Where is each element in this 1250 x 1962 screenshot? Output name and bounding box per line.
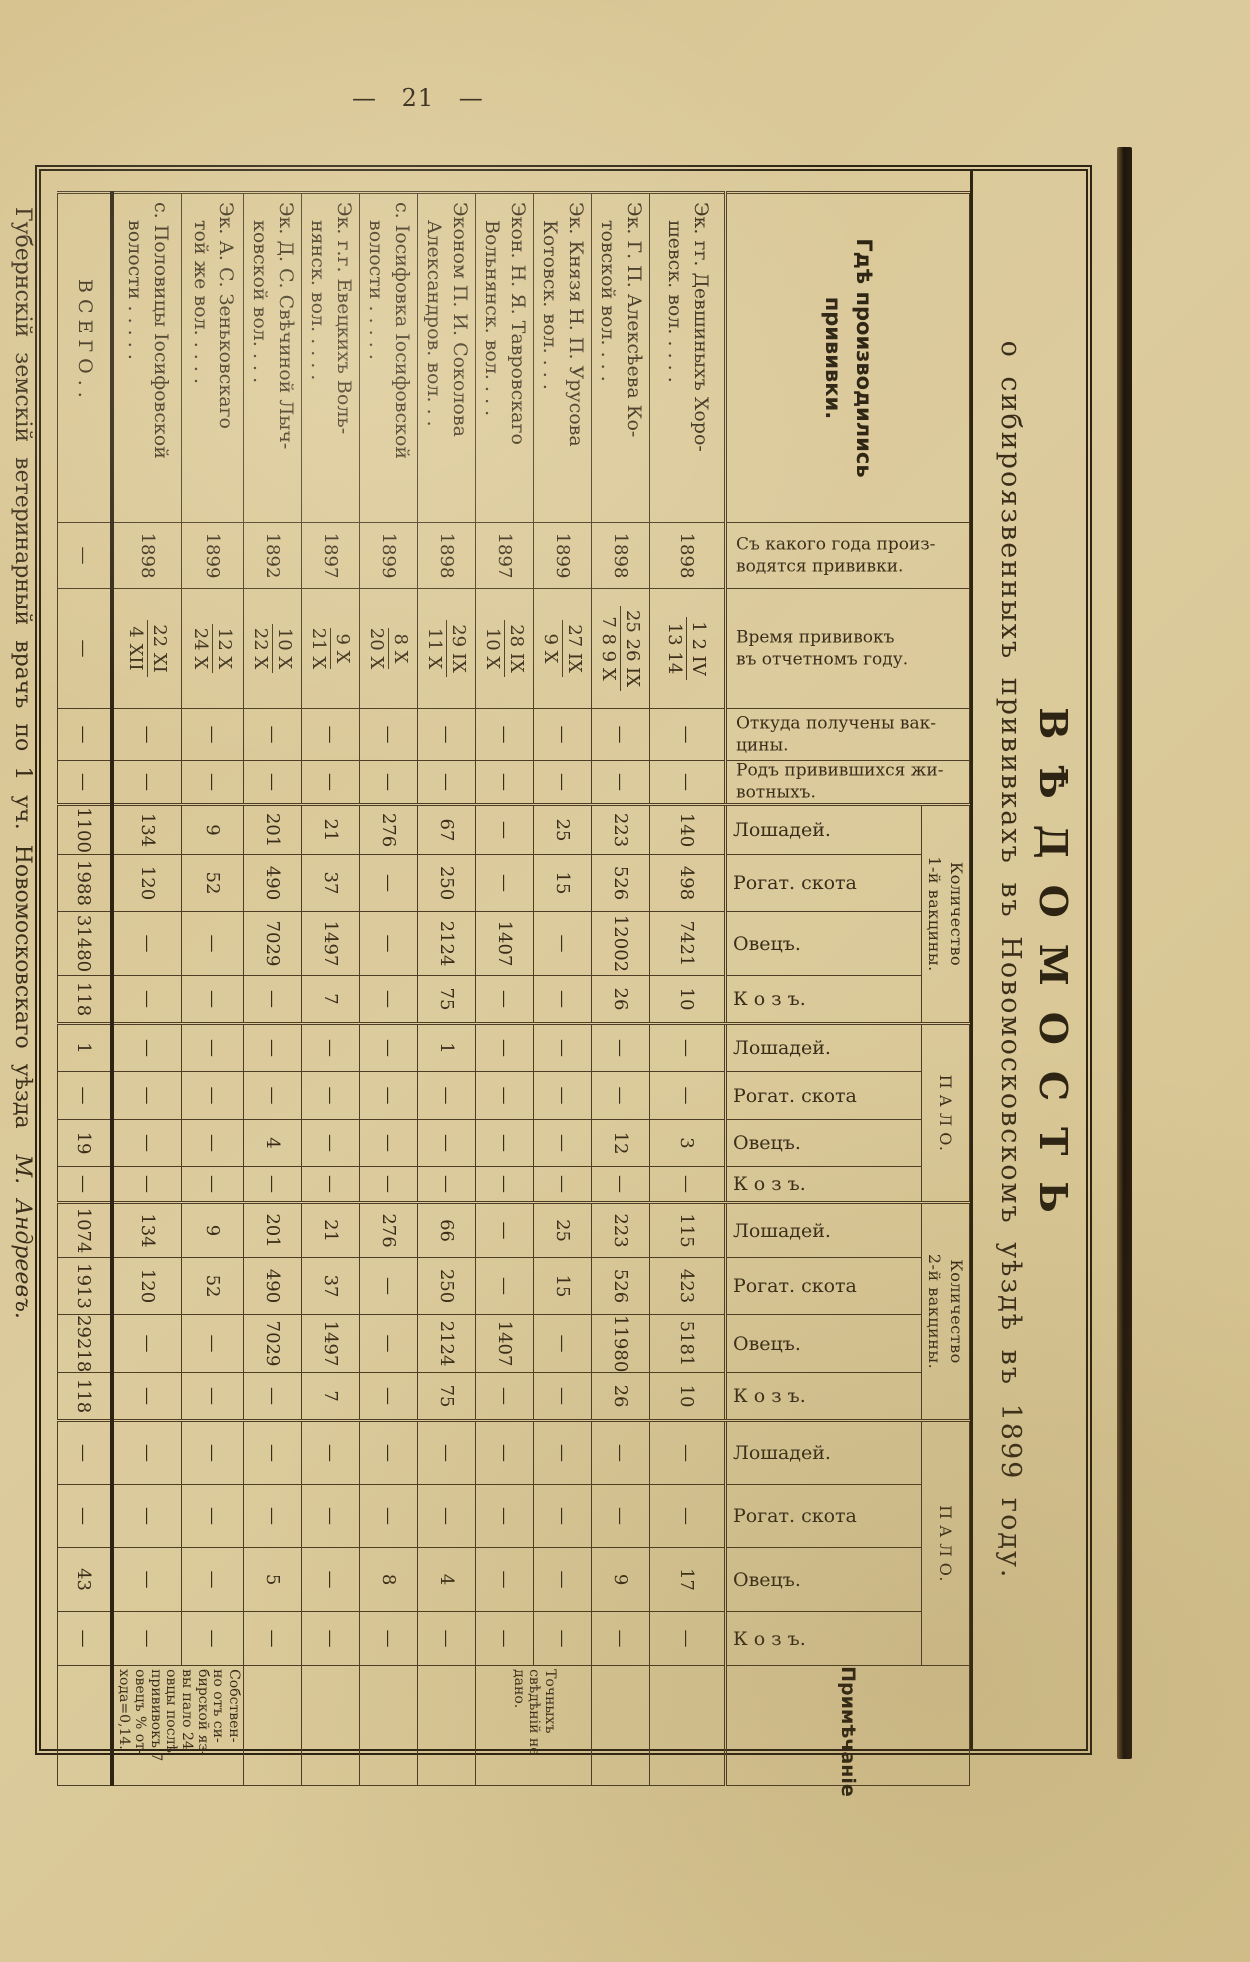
cell-value-g3: 250: [418, 1258, 476, 1315]
cell-value-g3: 15: [534, 1258, 592, 1315]
cell-value-g1: 10: [650, 976, 726, 1024]
cell-value-g2: —: [418, 1072, 476, 1120]
cell-place-total: В С Е Г О . .: [58, 193, 112, 523]
cell-value-g2: —: [534, 1072, 592, 1120]
cell-value-g2: —: [476, 1024, 534, 1072]
cell-value-g1: 52: [182, 855, 244, 912]
cell-place: Эк. Князя Н. П. Урусова Котовск. вол. . . .: [534, 193, 592, 523]
cell-value-g3: —: [476, 1203, 534, 1258]
cell-value-g4: —: [112, 1421, 182, 1485]
cell-year: 1892: [244, 523, 302, 589]
cell-value-g3: 9: [182, 1203, 244, 1258]
header-row-groups: [922, 193, 970, 1786]
cell-value-g3: —: [112, 1373, 182, 1421]
cell-kind: —: [360, 761, 418, 805]
cell-value-g3: —: [182, 1315, 244, 1373]
cell-value-g3: 120: [112, 1258, 182, 1315]
group-header-1: П А Л О.: [922, 1024, 970, 1203]
col-header-animal-11: К о з ъ.: [726, 1373, 922, 1421]
cell-place: Эк. гг. Девшиныхъ Хоро- шевск. вол. . . . .: [650, 193, 726, 523]
cell-value-g3: 26: [592, 1373, 650, 1421]
cell-value-g4: —: [302, 1421, 360, 1485]
cell-value-g4: —: [58, 1485, 112, 1548]
col-header-animal-15: К о з ъ.: [726, 1612, 922, 1666]
cell-place: Эк. А. С. Зеньковскаго той же вол. . . . .: [182, 193, 244, 523]
cell-value-g1: 7421: [650, 912, 726, 976]
cell-time: 25 26 IX 7 8 9 X: [592, 589, 650, 709]
cell-value-g2: —: [650, 1072, 726, 1120]
cell-kind: —: [418, 761, 476, 805]
cell-value-g4: —: [592, 1485, 650, 1548]
cell-value-g2: —: [302, 1120, 360, 1167]
cell-value-g4: —: [58, 1612, 112, 1666]
cell-value-g2: —: [360, 1120, 418, 1167]
cell-origin: —: [302, 709, 360, 761]
cell-value-g3: 118: [58, 1373, 112, 1421]
cell-year: —: [58, 523, 112, 589]
cell-value-g3: —: [360, 1315, 418, 1373]
cell-value-g4: —: [418, 1612, 476, 1666]
cell-value-g4: —: [650, 1612, 726, 1666]
col-header-year: Съ какого года произ- водятся прививки.: [726, 523, 970, 589]
table-row: [112, 193, 182, 1786]
cell-value-g2: —: [112, 1024, 182, 1072]
cell-time: 12 X 24 X: [182, 589, 244, 709]
cell-value-g4: 5: [244, 1548, 302, 1612]
cell-time: 9 X 21 X: [302, 589, 360, 709]
cell-note: [244, 1666, 302, 1786]
table-row: [476, 193, 534, 1786]
cell-value-g3: —: [112, 1315, 182, 1373]
rotated-sheet: [10, 165, 1135, 1797]
cell-value-g3: 7029: [244, 1315, 302, 1373]
cell-year: 1899: [182, 523, 244, 589]
cell-value-g4: —: [534, 1485, 592, 1548]
cell-value-g1: 67: [418, 805, 476, 855]
col-header-origin: Откуда получены вак- цины.: [726, 709, 970, 761]
cell-value-g2: —: [592, 1024, 650, 1072]
cell-value-g3: 201: [244, 1203, 302, 1258]
cell-note: [360, 1666, 418, 1786]
cell-value-g1: 223: [592, 805, 650, 855]
cell-kind: —: [476, 761, 534, 805]
cell-value-g4: 4: [418, 1548, 476, 1612]
cell-value-g3: 1407: [476, 1315, 534, 1373]
cell-value-g1: 134: [112, 805, 182, 855]
cell-kind: —: [58, 761, 112, 805]
cell-value-g2: —: [418, 1120, 476, 1167]
cell-value-g3: 276: [360, 1203, 418, 1258]
cell-value-g3: 5181: [650, 1315, 726, 1373]
cell-value-g2: —: [182, 1120, 244, 1167]
table-frame: [35, 165, 1092, 1797]
cell-value-g1: —: [360, 912, 418, 976]
cell-value-g3: —: [476, 1373, 534, 1421]
table-row: [182, 193, 244, 1786]
cell-note: [650, 1666, 726, 1786]
cell-value-g4: —: [418, 1421, 476, 1485]
cell-value-g2: —: [650, 1167, 726, 1203]
cell-value-g1: 25: [534, 805, 592, 855]
cell-value-g2: —: [360, 1072, 418, 1120]
cell-value-g4: —: [418, 1485, 476, 1548]
cell-note: Точныхъ свѣдѣній не дано.: [476, 1666, 592, 1786]
cell-value-g3: 423: [650, 1258, 726, 1315]
cell-value-g1: —: [112, 912, 182, 976]
cell-value-g2: 12: [592, 1120, 650, 1167]
cell-value-g1: —: [534, 976, 592, 1024]
cell-value-g4: —: [476, 1548, 534, 1612]
cell-time: 8 X 20 X: [360, 589, 418, 709]
cell-value-g4: —: [182, 1421, 244, 1485]
cell-value-g2: —: [182, 1072, 244, 1120]
cell-value-g3: —: [360, 1373, 418, 1421]
cell-value-g2: —: [592, 1167, 650, 1203]
col-header-place: Гдѣ производились прививки.: [726, 193, 970, 523]
cell-value-g1: 1497: [302, 912, 360, 976]
cell-value-g2: —: [650, 1024, 726, 1072]
cell-time: 29 IX 11 X: [418, 589, 476, 709]
cell-value-g3: 1074: [58, 1203, 112, 1258]
table-row: [58, 193, 112, 1786]
cell-value-g1: 7029: [244, 912, 302, 976]
cell-value-g3: —: [476, 1258, 534, 1315]
cell-value-g1: —: [476, 855, 534, 912]
cell-value-g3: 21: [302, 1203, 360, 1258]
col-header-animal-7: К о з ъ.: [726, 1167, 922, 1203]
cell-value-g1: 31480: [58, 912, 112, 976]
cell-value-g3: 75: [418, 1373, 476, 1421]
cell-value-g1: —: [112, 976, 182, 1024]
cell-value-g1: 75: [418, 976, 476, 1024]
cell-value-g2: —: [592, 1072, 650, 1120]
cell-kind: —: [182, 761, 244, 805]
cell-note: [58, 1666, 112, 1786]
cell-value-g4: 9: [592, 1548, 650, 1612]
cell-value-g3: 490: [244, 1258, 302, 1315]
cell-value-g4: —: [360, 1421, 418, 1485]
cell-value-g2: —: [302, 1024, 360, 1072]
cell-value-g2: —: [244, 1024, 302, 1072]
col-header-animal-0: Лошадей.: [726, 805, 922, 855]
signature-text: Губернскій земскій ветеринарный врачъ по 1 уч. Новомосковскаго уѣзда: [10, 207, 35, 1129]
cell-value-g2: —: [58, 1167, 112, 1203]
cell-value-g1: 1100: [58, 805, 112, 855]
cell-value-g1: 490: [244, 855, 302, 912]
cell-value-g3: —: [534, 1315, 592, 1373]
cell-kind: —: [592, 761, 650, 805]
cell-origin: —: [58, 709, 112, 761]
cell-value-g4: —: [360, 1485, 418, 1548]
group-header-3: П А Л О.: [922, 1421, 970, 1666]
cell-year: 1898: [650, 523, 726, 589]
cell-value-g4: —: [112, 1612, 182, 1666]
cell-kind: —: [244, 761, 302, 805]
col-header-animal-4: Лошадей.: [726, 1024, 922, 1072]
cell-value-g4: —: [112, 1485, 182, 1548]
cell-value-g4: —: [182, 1612, 244, 1666]
cell-origin: —: [650, 709, 726, 761]
cell-origin: —: [112, 709, 182, 761]
table-row: [650, 193, 726, 1786]
table-row: [360, 193, 418, 1786]
col-header-animal-6: Овецъ.: [726, 1120, 922, 1167]
cell-value-g2: —: [112, 1072, 182, 1120]
cell-value-g2: 1: [58, 1024, 112, 1072]
signature-line: [10, 207, 35, 1319]
cell-value-g2: —: [112, 1120, 182, 1167]
col-header-animal-1: Рогат. скота: [726, 855, 922, 912]
cell-value-g4: —: [476, 1485, 534, 1548]
cell-year: 1899: [360, 523, 418, 589]
cell-value-g4: —: [112, 1548, 182, 1612]
cell-value-g1: 15: [534, 855, 592, 912]
cell-year: 1897: [302, 523, 360, 589]
cell-time: —: [58, 589, 112, 709]
col-header-animal-14: Овецъ.: [726, 1548, 922, 1612]
cell-value-g4: —: [476, 1421, 534, 1485]
cell-value-g4: —: [534, 1421, 592, 1485]
table-wrap: [57, 171, 970, 1797]
cell-value-g4: —: [58, 1421, 112, 1485]
cell-origin: —: [182, 709, 244, 761]
cell-kind: —: [650, 761, 726, 805]
table-row: [592, 193, 650, 1786]
cell-value-g2: —: [360, 1167, 418, 1203]
cell-value-g4: —: [592, 1421, 650, 1485]
cell-value-g4: —: [302, 1612, 360, 1666]
cell-value-g4: —: [302, 1548, 360, 1612]
cell-origin: —: [360, 709, 418, 761]
cell-value-g4: 8: [360, 1548, 418, 1612]
cell-year: 1899: [534, 523, 592, 589]
cell-value-g1: —: [476, 805, 534, 855]
cell-value-g1: 250: [418, 855, 476, 912]
col-header-animal-8: Лошадей.: [726, 1203, 922, 1258]
cell-value-g4: —: [650, 1485, 726, 1548]
cell-value-g4: —: [592, 1612, 650, 1666]
cell-value-g4: —: [534, 1612, 592, 1666]
cell-origin: —: [476, 709, 534, 761]
cell-kind: —: [112, 761, 182, 805]
table-row: [534, 193, 592, 1786]
cell-origin: —: [244, 709, 302, 761]
cell-value-g1: 26: [592, 976, 650, 1024]
cell-note: [302, 1666, 360, 1786]
cell-value-g4: —: [476, 1612, 534, 1666]
cell-value-g3: 526: [592, 1258, 650, 1315]
cell-value-g1: —: [182, 912, 244, 976]
cell-value-g4: —: [182, 1548, 244, 1612]
cell-value-g3: —: [182, 1373, 244, 1421]
table-row: [302, 193, 360, 1786]
col-header-animal-5: Рогат. скота: [726, 1072, 922, 1120]
col-header-animal-2: Овецъ.: [726, 912, 922, 976]
cell-time: 10 X 22 X: [244, 589, 302, 709]
cell-value-g2: 3: [650, 1120, 726, 1167]
col-header-animal-12: Лошадей.: [726, 1421, 922, 1485]
cell-value-g1: 1407: [476, 912, 534, 976]
cell-value-g4: —: [302, 1485, 360, 1548]
cell-value-g2: —: [182, 1167, 244, 1203]
cell-time: 22 XI 4 XII: [112, 589, 182, 709]
cell-note: [418, 1666, 476, 1786]
col-header-time: Время прививокъ въ отчетномъ году.: [726, 589, 970, 709]
cell-origin: —: [534, 709, 592, 761]
cell-value-g2: —: [534, 1120, 592, 1167]
cell-value-g1: —: [360, 855, 418, 912]
cell-value-g3: 29218: [58, 1315, 112, 1373]
document-subtitle: о сибироязвенныхъ прививкахъ въ Новомосковскомъ уѣздѣ въ 1899 году.: [995, 340, 1026, 1580]
cell-time: 28 IX 10 X: [476, 589, 534, 709]
cell-year: 1898: [418, 523, 476, 589]
cell-note: Собствен- но отъ си- бирской яз- вы пало 24 овцы послѣ прививокъ 7 овецъ % от- хода=0,14.: [112, 1666, 244, 1786]
cell-place: Эк. Д. С. Свѣчиной Лыч- ковской вол. . . .: [244, 193, 302, 523]
cell-value-g2: —: [244, 1072, 302, 1120]
cell-value-g1: 118: [58, 976, 112, 1024]
cell-value-g2: —: [58, 1072, 112, 1120]
cell-value-g3: 7: [302, 1373, 360, 1421]
cell-value-g1: 12002: [592, 912, 650, 976]
col-header-animal-13: Рогат. скота: [726, 1485, 922, 1548]
cell-kind: —: [534, 761, 592, 805]
cell-place: с. Іосифовка Іосифовской волости . . . . .: [360, 193, 418, 523]
cell-time: 27 IX 9 X: [534, 589, 592, 709]
cell-place: Экон. Н. Я. Тавровскаго Вольнянск. вол. . . .: [476, 193, 534, 523]
document-title: ВѢДОМОСТЬ: [1031, 707, 1076, 1239]
group-header-0: Количество 1-й вакцины.: [922, 805, 970, 1024]
cell-value-g1: 120: [112, 855, 182, 912]
cell-value-g3: 37: [302, 1258, 360, 1315]
cell-value-g2: —: [244, 1167, 302, 1203]
cell-time: 1 2 IV 13 14: [650, 589, 726, 709]
cell-note: [592, 1666, 650, 1786]
cell-value-g4: —: [360, 1612, 418, 1666]
cell-value-g2: —: [534, 1024, 592, 1072]
cell-value-g1: 37: [302, 855, 360, 912]
cell-year: 1898: [592, 523, 650, 589]
col-header-kind: Родъ привившихся жи- вотныхъ.: [726, 761, 970, 805]
cell-place: Эк. г.г. Евецкихъ Воль- нянск. вол. . . . .: [302, 193, 360, 523]
cell-value-g1: 1988: [58, 855, 112, 912]
cell-value-g2: —: [476, 1120, 534, 1167]
cell-value-g4: —: [244, 1485, 302, 1548]
cell-value-g2: —: [302, 1167, 360, 1203]
cell-value-g3: 11980: [592, 1315, 650, 1373]
table-row: [418, 193, 476, 1786]
cell-value-g2: —: [182, 1024, 244, 1072]
cell-value-g4: 43: [58, 1548, 112, 1612]
cell-value-g2: 4: [244, 1120, 302, 1167]
cell-value-g1: —: [182, 976, 244, 1024]
cell-value-g3: 223: [592, 1203, 650, 1258]
cell-value-g3: 134: [112, 1203, 182, 1258]
group-header-2: Количество 2-й вакцины.: [922, 1203, 970, 1421]
cell-value-g3: 10: [650, 1373, 726, 1421]
cell-value-g3: 66: [418, 1203, 476, 1258]
cell-value-g1: 276: [360, 805, 418, 855]
cell-year: 1898: [112, 523, 182, 589]
cell-value-g2: —: [476, 1072, 534, 1120]
cell-place: Эк. Г. П. Алексѣева Ко- товской вол. . . .: [592, 193, 650, 523]
col-header-animal-9: Рогат. скота: [726, 1258, 922, 1315]
cell-value-g2: 19: [58, 1120, 112, 1167]
cell-place: Эконом П. И. Соколова Александров. вол. . .: [418, 193, 476, 523]
col-header-animal-10: Овецъ.: [726, 1315, 922, 1373]
page-number: — 21 —: [352, 84, 484, 112]
cell-value-g1: 201: [244, 805, 302, 855]
cell-value-g4: —: [244, 1612, 302, 1666]
cell-value-g1: 526: [592, 855, 650, 912]
cell-value-g4: 17: [650, 1548, 726, 1612]
cell-value-g1: 21: [302, 805, 360, 855]
cell-value-g2: —: [476, 1167, 534, 1203]
cell-value-g3: 2124: [418, 1315, 476, 1373]
cell-origin: —: [592, 709, 650, 761]
cell-value-g1: 140: [650, 805, 726, 855]
cell-value-g3: —: [534, 1373, 592, 1421]
cell-value-g1: 498: [650, 855, 726, 912]
cell-value-g1: 9: [182, 805, 244, 855]
cell-value-g1: 7: [302, 976, 360, 1024]
cell-value-g2: —: [418, 1167, 476, 1203]
cell-value-g1: —: [360, 976, 418, 1024]
cell-value-g1: —: [476, 976, 534, 1024]
cell-value-g3: 1497: [302, 1315, 360, 1373]
cell-value-g2: —: [112, 1167, 182, 1203]
cell-value-g2: —: [302, 1072, 360, 1120]
cell-value-g3: 115: [650, 1203, 726, 1258]
cell-value-g4: —: [244, 1421, 302, 1485]
cell-value-g3: 52: [182, 1258, 244, 1315]
cell-value-g3: 25: [534, 1203, 592, 1258]
cell-value-g1: 2124: [418, 912, 476, 976]
cell-value-g4: —: [182, 1485, 244, 1548]
cell-value-g1: —: [244, 976, 302, 1024]
cell-kind: —: [302, 761, 360, 805]
cell-place: с. Половицы Іосифовской волости . . . . .: [112, 193, 182, 523]
table-row: [244, 193, 302, 1786]
vaccination-table: [57, 191, 970, 1797]
cell-value-g3: —: [244, 1373, 302, 1421]
cell-value-g2: —: [534, 1167, 592, 1203]
cell-value-g3: —: [360, 1258, 418, 1315]
cell-value-g4: —: [534, 1548, 592, 1612]
cell-year: 1897: [476, 523, 534, 589]
cell-origin: —: [418, 709, 476, 761]
cell-value-g4: —: [650, 1421, 726, 1485]
title-band: [970, 171, 1086, 1749]
signature-name: М. Андреевъ.: [10, 1154, 35, 1319]
col-header-note: Примѣчаніе: [726, 1666, 970, 1786]
cell-value-g1: —: [534, 912, 592, 976]
cell-value-g2: 1: [418, 1024, 476, 1072]
cell-value-g2: —: [360, 1024, 418, 1072]
cell-value-g3: 1913: [58, 1258, 112, 1315]
col-header-animal-3: К о з ъ.: [726, 976, 922, 1024]
